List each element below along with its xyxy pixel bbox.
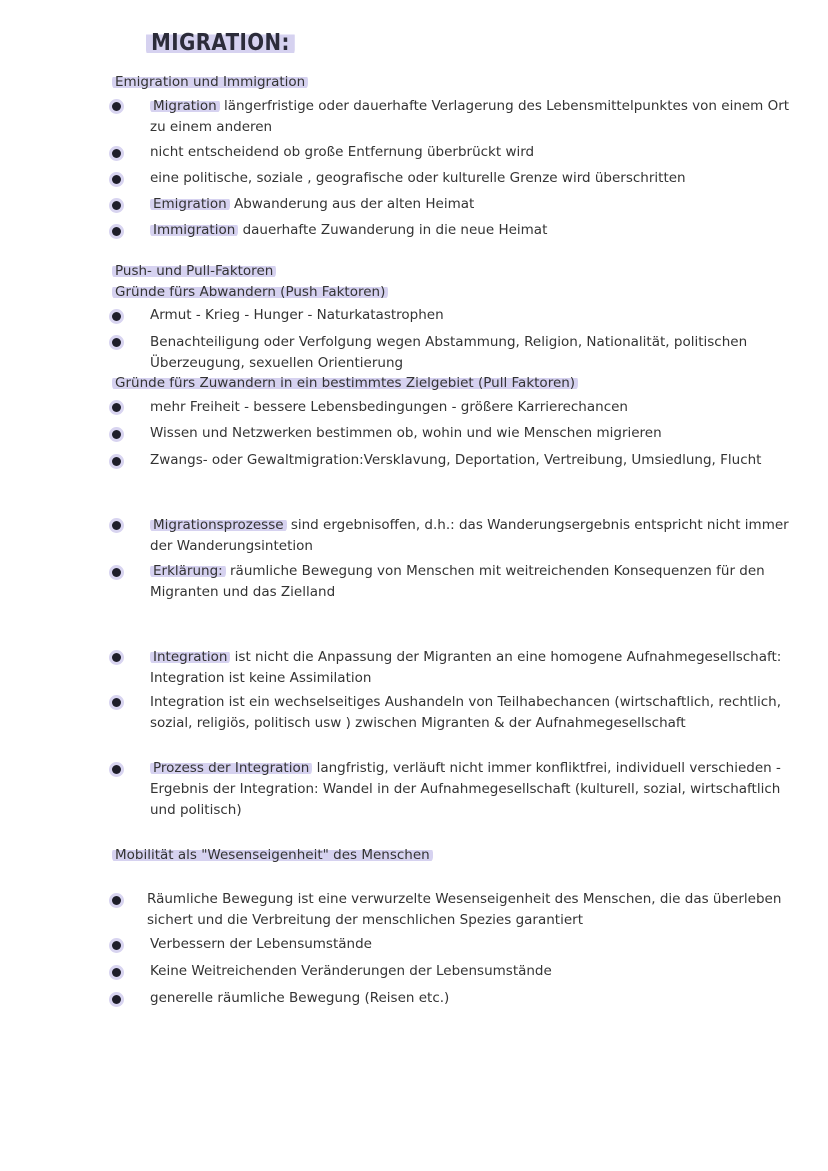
list-item: Integration ist nicht die Anpassung der Migranten an eine homogene Aufnahmegesellschaft: Integration ist keine Assimilation — [150, 649, 782, 686]
bullet-icon — [112, 227, 121, 236]
list-item: Räumliche Bewegung ist eine verwurzelte Wesenseigenheit des Menschen, die das überleben sichert und die Verbreitung der menschlichen Spezies garantiert — [147, 891, 782, 928]
page-title: MIGRATION: — [146, 30, 295, 56]
bullet-icon — [112, 941, 121, 950]
list-item: eine politische, soziale , geografische oder kulturelle Grenze wird überschritten — [150, 170, 686, 186]
list-item: Wissen und Netzwerken bestimmen ob, wohin und wie Menschen migrieren — [150, 425, 662, 441]
bullet-icon — [112, 403, 121, 412]
bullet-icon — [112, 175, 121, 184]
bullet-icon — [112, 338, 121, 347]
list-item: Verbessern der Lebensumstände — [150, 936, 372, 952]
list-item: mehr Freiheit - bessere Lebensbedingungen - größere Karrierechancen — [150, 399, 628, 415]
pull-factors-heading: Gründe fürs Zuwandern in ein bestimmtes Zielgebiet (Pull Faktoren) — [112, 375, 578, 391]
list-item: Prozess der Integration langfristig, verläuft nicht immer konfliktfrei, individuell verschieden - Ergebnis der Integration: Wandel in der Aufnahmegesellschaft (kulturell, sozial, wirtschaftlich und politisch) — [150, 760, 781, 818]
bullet-icon — [112, 896, 121, 905]
bullet-icon — [112, 312, 121, 321]
bullet-icon — [112, 149, 121, 158]
list-item: Benachteiligung oder Verfolgung wegen Abstammung, Religion, Nationalität, politischen Überzeugung, sexuellen Orientierung — [150, 334, 748, 371]
bullet-icon — [112, 995, 121, 1004]
list-item: Immigration dauerhafte Zuwanderung in die neue Heimat — [150, 220, 806, 241]
bullet-icon — [112, 430, 121, 439]
section-heading-push-pull: Push- und Pull-Faktoren — [112, 263, 276, 279]
bullet-icon — [112, 457, 121, 466]
bullet-icon — [112, 201, 121, 210]
bullet-icon — [112, 102, 121, 111]
list-item: Armut - Krieg - Hunger - Naturkatastrophen — [150, 307, 444, 323]
list-item: Erklärung: räumliche Bewegung von Menschen mit weitreichenden Konsequenzen für den Migranten und das Zielland — [150, 563, 765, 600]
bullet-icon — [112, 698, 121, 707]
bullet-icon — [112, 968, 121, 977]
list-item: Keine Weitreichenden Veränderungen der Lebensumstände — [150, 963, 552, 979]
bullet-icon — [112, 653, 121, 662]
bullet-icon — [112, 568, 121, 577]
push-factors-heading: Gründe fürs Abwandern (Push Faktoren) — [112, 284, 388, 300]
list-item: Migrationsprozesse sind ergebnisoffen, d.h.: das Wanderungsergebnis entspricht nicht immer der Wanderungsintetion — [150, 517, 789, 554]
section-heading-mobility: Mobilität als "Wesenseigenheit" des Menschen — [112, 847, 433, 863]
bullet-icon — [112, 765, 121, 774]
list-item: Integration ist ein wechselseitiges Aushandeln von Teilhabechancen (wirtschaftlich, rechtlich, sozial, religiös, politisch usw ) zwischen Migranten & der Aufnahmegesellschaft — [150, 694, 781, 731]
list-item: Zwangs- oder Gewaltmigration:Versklavung, Deportation, Vertreibung, Umsiedlung, Flucht — [150, 452, 762, 468]
list-item: nicht entscheidend ob große Entfernung überbrückt wird — [150, 144, 535, 160]
list-item: Migration längerfristige oder dauerhafte Verlagerung des Lebensmittelpunktes von einem Ort zu einem anderen — [150, 98, 790, 135]
bullet-icon — [112, 521, 121, 530]
list-item: Emigration Abwanderung aus der alten Heimat — [150, 194, 806, 215]
section-heading-emigration: Emigration und Immigration — [112, 74, 308, 90]
list-item: generelle räumliche Bewegung (Reisen etc.) — [150, 990, 450, 1006]
